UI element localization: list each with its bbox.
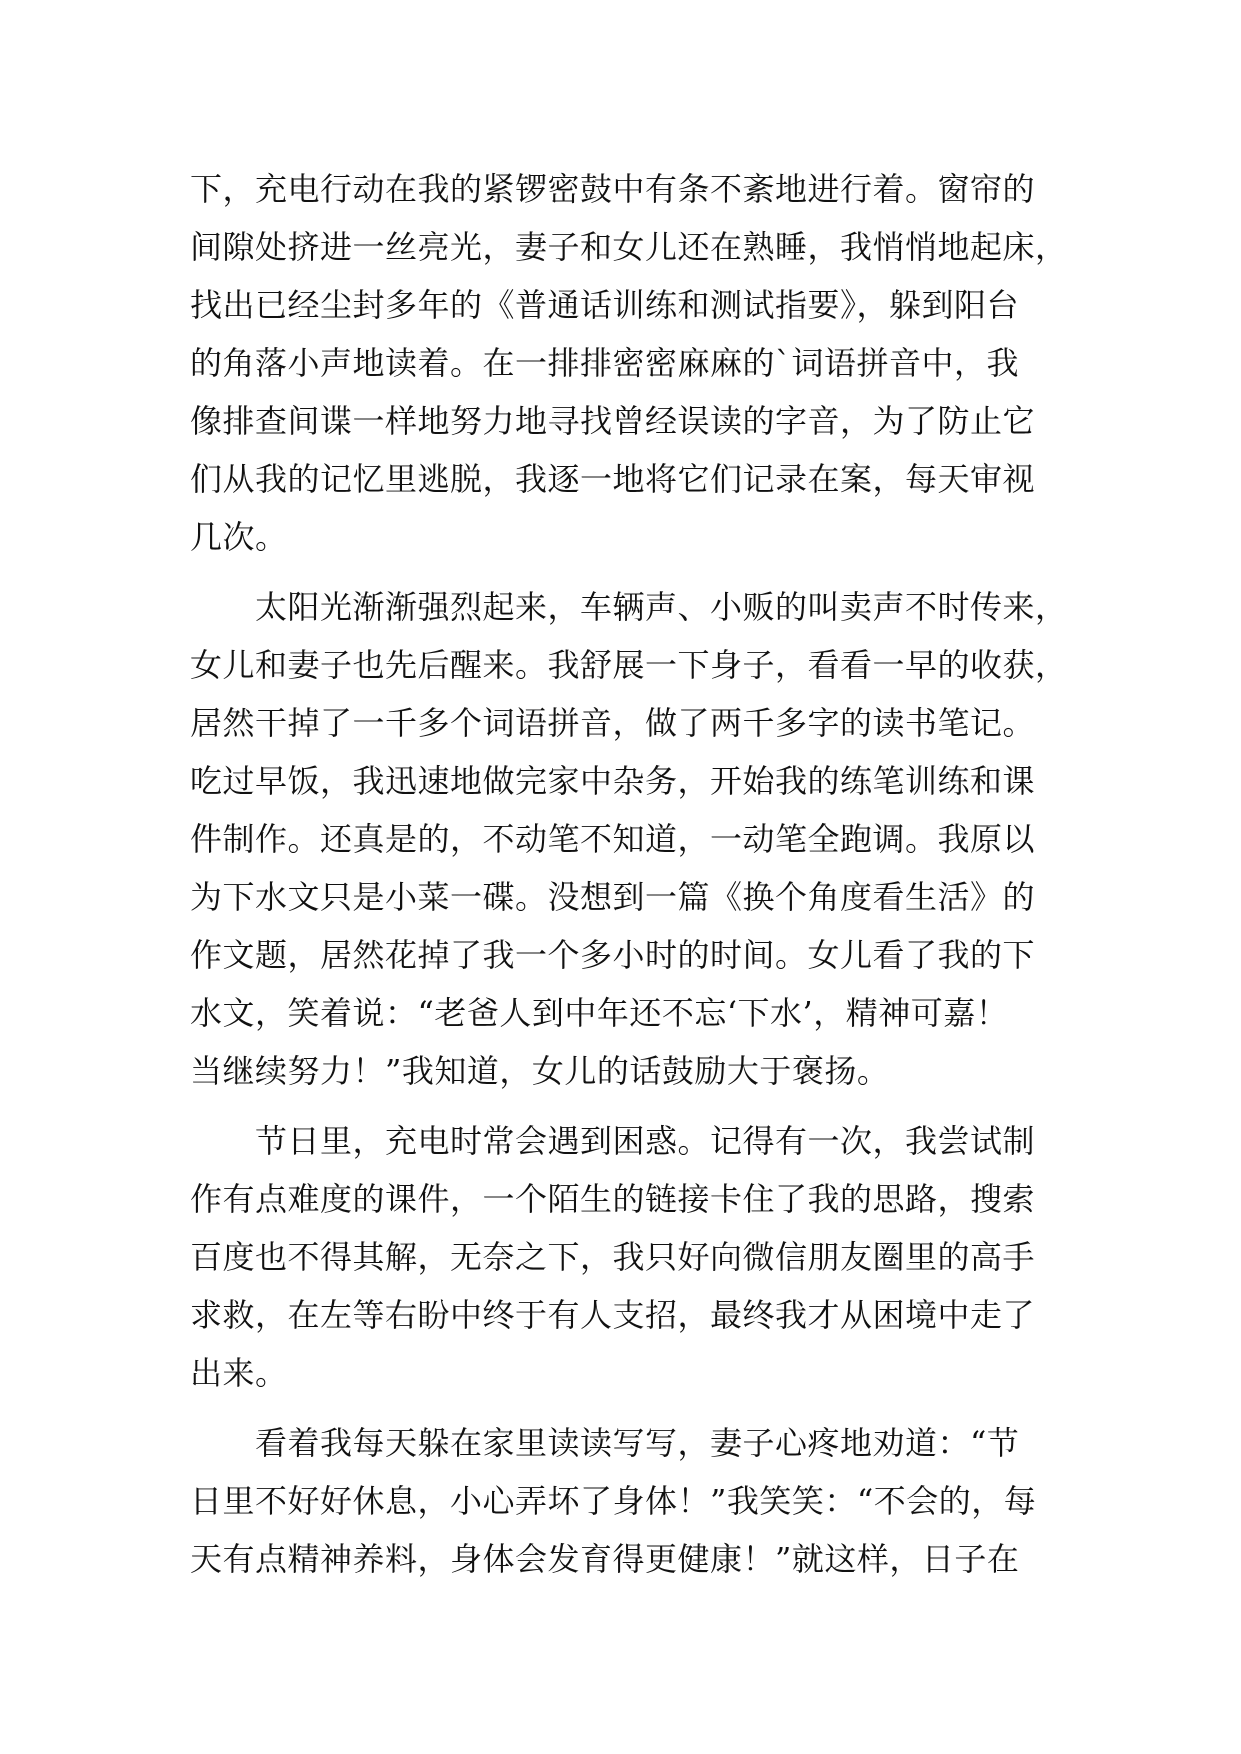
text-line: 太阳光渐渐强烈起来，车辆声、小贩的叫卖声不时传来， [190, 588, 1068, 626]
text-line: 找出已经尘封多年的《普通话训练和测试指要》，躲到阳台 [190, 286, 1020, 324]
text-line: 几次。 [190, 518, 288, 556]
paragraph-2 [190, 578, 1070, 1100]
text-line: 看着我每天躲在家里读读写写，妻子心疼地劝道：“节 [190, 1424, 1020, 1462]
text-line: 作有点难度的课件，一个陌生的链接卡住了我的思路，搜索 [190, 1180, 1036, 1218]
text-line: 出来。 [190, 1354, 288, 1392]
paragraph-spacer [190, 566, 1070, 578]
body-text [190, 160, 1070, 1588]
paragraph-4 [190, 1414, 1070, 1588]
text-line: 件制作。还真是的，不动笔不知道，一动笔全跑调。我原以 [190, 820, 1036, 858]
text-line: 们从我的记忆里逃脱，我逐一地将它们记录在案，每天审视 [190, 460, 1036, 498]
text-line: 间隙处挤进一丝亮光，妻子和女儿还在熟睡，我悄悄地起床， [190, 228, 1068, 266]
text-line: 水文，笑着说：“老爸人到中年还不忘‘下水’，精神可嘉！ [190, 994, 1009, 1032]
text-line: 居然干掉了一千多个词语拼音，做了两千多字的读书笔记。 [190, 704, 1036, 742]
text-line: 天有点精神养料，身体会发育得更健康！”就这样，日子在 [190, 1540, 1020, 1578]
text-line: 下，充电行动在我的紧锣密鼓中有条不紊地进行着。窗帘的 [190, 170, 1036, 208]
text-line: 百度也不得其解，无奈之下，我只好向微信朋友圈里的高手 [190, 1238, 1036, 1276]
text-line: 的角落小声地读着。在一排排密密麻麻的`词语拼音中，我 [190, 344, 1020, 382]
text-line: 吃过早饭，我迅速地做完家中杂务，开始我的练笔训练和课 [190, 762, 1036, 800]
text-line: 日里不好好休息，小心弄坏了身体！”我笑笑：“不会的，每 [190, 1482, 1037, 1520]
text-line: 女儿和妻子也先后醒来。我舒展一下身子，看看一早的收获， [190, 646, 1068, 684]
text-line: 像排查间谍一样地努力地寻找曾经误读的字音，为了防止它 [190, 402, 1036, 440]
paragraph-3 [190, 1112, 1070, 1402]
text-line: 求救，在左等右盼中终于有人支招，最终我才从困境中走了 [190, 1296, 1036, 1334]
text-line: 作文题，居然花掉了我一个多小时的时间。女儿看了我的下 [190, 936, 1036, 974]
paragraph-spacer [190, 1100, 1070, 1112]
paragraph-spacer [190, 1402, 1070, 1414]
text-line: 为下水文只是小菜一碟。没想到一篇《换个角度看生活》的 [190, 878, 1036, 916]
paragraph-1 [190, 160, 1070, 566]
text-line: 当继续努力！”我知道，女儿的话鼓励大于褒扬。 [190, 1052, 890, 1090]
text-line: 节日里，充电时常会遇到困惑。记得有一次，我尝试制 [190, 1122, 1036, 1160]
